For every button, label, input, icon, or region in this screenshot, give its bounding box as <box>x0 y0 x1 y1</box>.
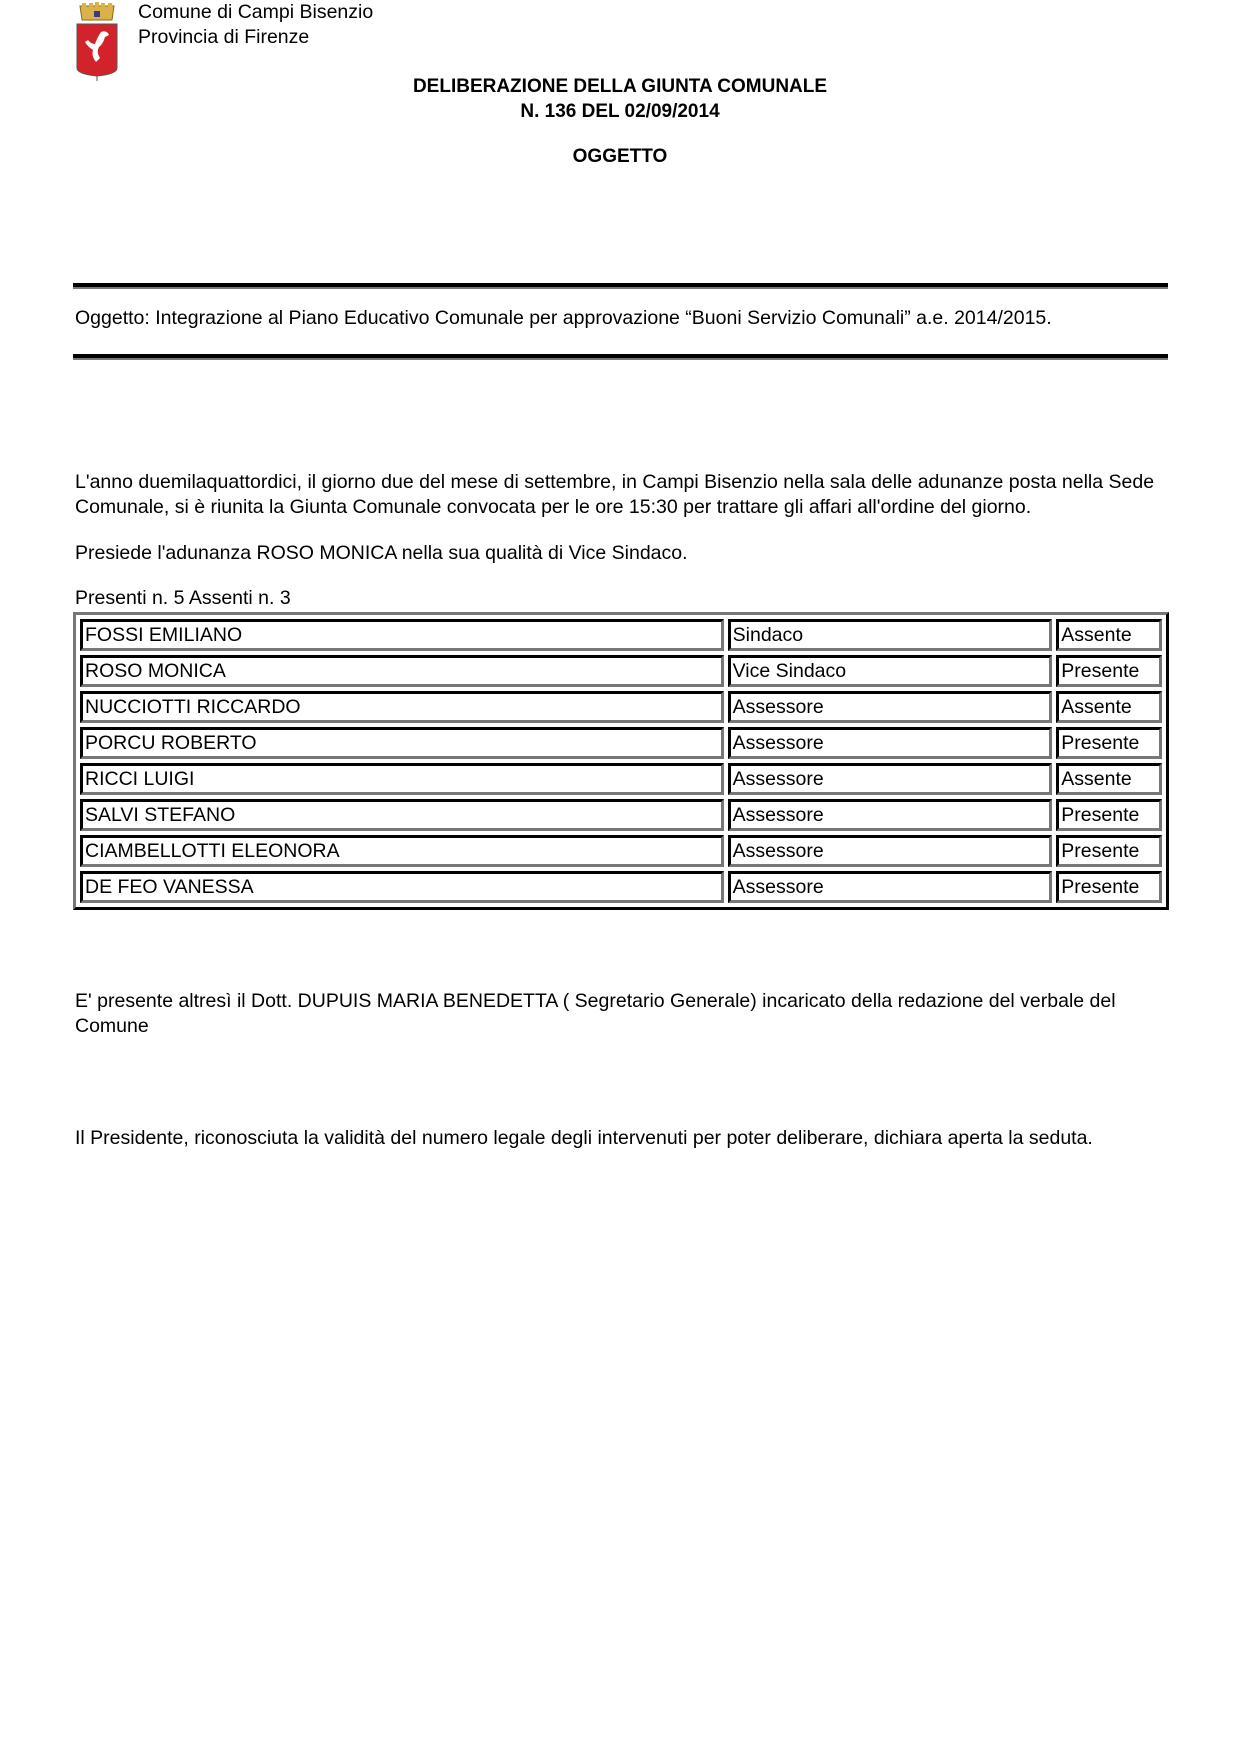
document-title-block <box>0 74 1240 124</box>
municipality-name: Comune di Campi Bisenzio <box>138 1 374 23</box>
member-name: NUCCIOTTI RICCARDO <box>80 691 724 723</box>
subject-line: Oggetto: Integrazione al Piano Educativo Comunale per approvazione “Buoni Servizio Comunali” a.e. 2014/2015. <box>75 307 1052 329</box>
member-row <box>80 619 1162 651</box>
member-status: Presente <box>1056 835 1162 867</box>
divider-bottom <box>73 354 1168 360</box>
member-name: SALVI STEFANO <box>80 799 724 831</box>
member-role: Assessore <box>728 727 1053 759</box>
document-number: N. 136 DEL 02/09/2014 <box>520 101 720 122</box>
divider-top <box>73 283 1168 289</box>
member-row <box>80 799 1162 831</box>
member-status: Presente <box>1056 727 1162 759</box>
member-name: CIAMBELLOTTI ELEONORA <box>80 835 724 867</box>
attendance-summary: Presenti n. 5 Assenti n. 3 <box>75 587 291 609</box>
member-status: Assente <box>1056 763 1162 795</box>
province-name: Provincia di Firenze <box>138 26 310 48</box>
member-status: Assente <box>1056 691 1162 723</box>
coat-of-arms-icon <box>74 2 120 82</box>
member-name: PORCU ROBERTO <box>80 727 724 759</box>
members-table-body <box>80 619 1162 903</box>
municipality-header <box>138 0 373 50</box>
intro-paragraph: L'anno duemilaquattordici, il giorno due del mese di settembre, in Campi Bisenzio nella sala delle adunanze posta nella Sede Comunale, si è riunita la Giunta Comunale convocata per le ore 15:30 per trattare gli affari all'ordine del giorno. <box>75 471 1155 518</box>
member-role: Sindaco <box>728 619 1053 651</box>
closing-paragraph: Il Presidente, riconosciuta la validità del numero legale degli intervenuti per poter deliberare, dichiara aperta la seduta. <box>75 1127 1093 1149</box>
member-row <box>80 655 1162 687</box>
member-role: Assessore <box>728 835 1053 867</box>
member-role: Assessore <box>728 871 1053 903</box>
member-name: FOSSI EMILIANO <box>80 619 724 651</box>
member-role: Assessore <box>728 691 1053 723</box>
member-row <box>80 727 1162 759</box>
secretary-paragraph: E' presente altresì il Dott. DUPUIS MARIA BENEDETTA ( Segretario Generale) incaricato della redazione del verbale del Comune <box>75 990 1116 1037</box>
member-status: Presente <box>1056 871 1162 903</box>
member-status: Presente <box>1056 799 1162 831</box>
member-status: Assente <box>1056 619 1162 651</box>
member-role: Vice Sindaco <box>728 655 1053 687</box>
member-row <box>80 835 1162 867</box>
member-role: Assessore <box>728 763 1053 795</box>
member-status: Presente <box>1056 655 1162 687</box>
presiding-paragraph: Presiede l'adunanza ROSO MONICA nella sua qualità di Vice Sindaco. <box>75 542 688 564</box>
document-title: DELIBERAZIONE DELLA GIUNTA COMUNALE <box>412 76 828 97</box>
member-role: Assessore <box>728 799 1053 831</box>
member-row <box>80 763 1162 795</box>
member-name: ROSO MONICA <box>80 655 724 687</box>
section-heading: OGGETTO <box>572 146 668 167</box>
member-row <box>80 871 1162 903</box>
members-table <box>73 612 1169 910</box>
member-name: RICCI LUIGI <box>80 763 724 795</box>
member-name: DE FEO VANESSA <box>80 871 724 903</box>
member-row <box>80 691 1162 723</box>
